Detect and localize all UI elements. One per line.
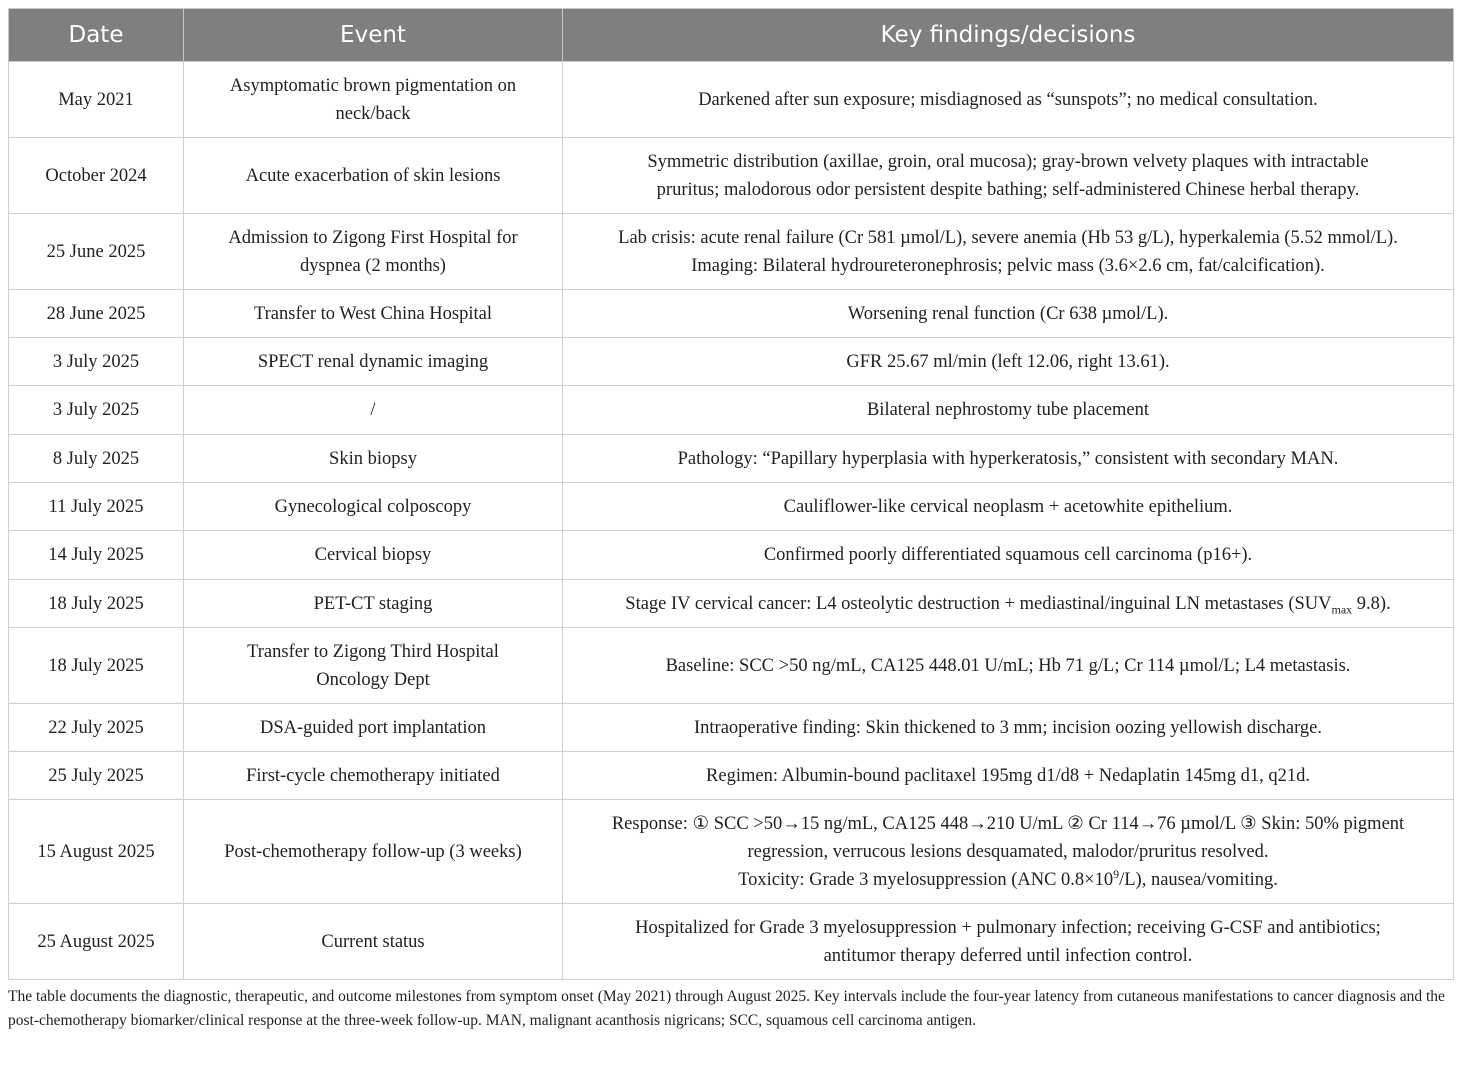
findings-cell [563, 483, 1454, 531]
findings-text: Bilateral nephrostomy tube placement [866, 400, 1150, 420]
table-row [9, 483, 1454, 531]
table-row [9, 580, 1454, 628]
findings-line [569, 942, 1447, 970]
findings-text: Pathology: “Papillary hyperplasia with hyperkeratosis,” consistent with secondary MAN. [677, 448, 1339, 469]
event-line: PET-CT staging [313, 593, 433, 614]
findings-cell [563, 580, 1454, 628]
event-cell [184, 435, 563, 483]
findings-cell [563, 904, 1454, 980]
event-line: / [370, 400, 376, 420]
findings-cell [563, 138, 1454, 214]
findings-line [569, 652, 1447, 680]
findings-line [569, 176, 1447, 204]
event-line: Oncology Dept [316, 669, 430, 690]
date-cell: May 2021 [9, 62, 184, 138]
table-row [9, 62, 1454, 138]
findings-text: Cauliflower-like cervical neoplasm + acetowhite epithelium. [783, 496, 1233, 517]
findings-text: Worsening renal function (Cr 638 µmol/L). [847, 303, 1169, 324]
date-cell: 18 July 2025 [9, 580, 184, 628]
table-row [9, 904, 1454, 980]
table-row [9, 800, 1454, 904]
event-cell [184, 704, 563, 752]
event-cell [184, 531, 563, 580]
table-row [9, 338, 1454, 386]
event-line: Transfer to Zigong Third Hospital [247, 641, 499, 662]
event-line: SPECT renal dynamic imaging [257, 351, 489, 372]
event-cell [184, 290, 563, 338]
event-line: Current status [321, 931, 425, 952]
findings-line [569, 590, 1447, 618]
findings-line [569, 252, 1447, 280]
table-row [9, 138, 1454, 214]
findings-cell [563, 752, 1454, 800]
findings-line [569, 148, 1447, 176]
findings-text: pruritus; malodorous odor persistent despite bathing; self-administered Chinese herbal therapy. [656, 179, 1360, 200]
findings-line [569, 86, 1447, 114]
findings-line [569, 866, 1447, 894]
findings-line [569, 762, 1447, 790]
table-caption: The table documents the diagnostic, therapeutic, and outcome milestones from symptom onset (May 2021) through August 2025. Key intervals include the four-year latency from cutaneous manifestations to cancer diagnosis and the post-chemotherapy biomarker/clinical response at the three-week follow-up. MAN, malignant acanthosis nigricans; SCC, squamous cell carcinoma antigen. [8, 988, 1445, 1029]
findings-line [569, 348, 1447, 376]
date-cell: 3 July 2025 [9, 338, 184, 386]
event-line: Post-chemotherapy follow-up (3 weeks) [224, 841, 522, 862]
findings-text: Response: ① SCC >50→15 ng/mL, CA125 448→210 U/mL ② Cr 114→76 µmol/L ③ Skin: 50% pigment [611, 813, 1405, 834]
table-row [9, 386, 1454, 435]
event-cell [184, 214, 563, 290]
findings-line [569, 914, 1447, 942]
date-cell: 25 August 2025 [9, 904, 184, 980]
findings-text: GFR 25.67 ml/min (left 12.06, right 13.61). [846, 351, 1170, 372]
event-cell [184, 904, 563, 980]
findings-line [569, 541, 1447, 569]
date-cell: 28 June 2025 [9, 290, 184, 338]
findings-text: /L), nausea/vomiting. [1119, 869, 1278, 890]
event-cell [184, 483, 563, 531]
event-line: Skin biopsy [329, 448, 417, 469]
date-cell: October 2024 [9, 138, 184, 214]
table-row [9, 531, 1454, 580]
event-cell [184, 386, 563, 435]
findings-text: Darkened after sun exposure; misdiagnosed as “sunspots”; no medical consultation. [698, 89, 1318, 110]
findings-text: Hospitalized for Grade 3 myelosuppression + pulmonary infection; receiving G-CSF and antibiotics; [635, 917, 1381, 938]
date-cell: 3 July 2025 [9, 386, 184, 435]
event-cell [184, 752, 563, 800]
date-cell: 25 July 2025 [9, 752, 184, 800]
findings-line [569, 445, 1447, 473]
table-row [9, 752, 1454, 800]
header-date: Date [9, 9, 184, 62]
findings-cell [563, 435, 1454, 483]
findings-line [569, 396, 1447, 424]
header-event: Event [184, 9, 563, 62]
date-cell: 18 July 2025 [9, 628, 184, 704]
table-row [9, 290, 1454, 338]
findings-text: Stage IV cervical cancer: L4 osteolytic destruction + mediastinal/inguinal LN metastases (SUV [625, 593, 1332, 614]
findings-cell [563, 628, 1454, 704]
table-row [9, 628, 1454, 704]
event-line: Admission to Zigong First Hospital for [228, 227, 518, 248]
event-line: First-cycle chemotherapy initiated [246, 765, 500, 786]
event-cell [184, 628, 563, 704]
table-row [9, 704, 1454, 752]
findings-cell [563, 531, 1454, 580]
event-cell [184, 338, 563, 386]
findings-line [569, 224, 1447, 252]
event-cell [184, 138, 563, 214]
table-row [9, 214, 1454, 290]
date-cell: 14 July 2025 [9, 531, 184, 580]
date-cell: 11 July 2025 [9, 483, 184, 531]
event-cell [184, 62, 563, 138]
findings-text: Lab crisis: acute renal failure (Cr 581 µmol/L), severe anemia (Hb 53 g/L), hyperkalemia (5.52 mmol/L). [618, 227, 1398, 248]
event-cell [184, 580, 563, 628]
event-line: Acute exacerbation of skin lesions [245, 165, 501, 186]
date-cell: 22 July 2025 [9, 704, 184, 752]
findings-text: Intraoperative finding: Skin thickened to 3 mm; incision oozing yellowish discharge. [693, 717, 1323, 738]
date-cell: 8 July 2025 [9, 435, 184, 483]
event-line: neck/back [335, 103, 411, 124]
timeline-table [8, 8, 1454, 980]
findings-cell [563, 62, 1454, 138]
findings-text: Regimen: Albumin-bound paclitaxel 195mg d1/d8 + Nedaplatin 145mg d1, q21d. [706, 765, 1310, 786]
header-row [9, 9, 1454, 62]
event-line: Gynecological colposcopy [274, 496, 472, 517]
event-line: dyspnea (2 months) [300, 255, 446, 276]
findings-text: antitumor therapy deferred until infection control. [823, 945, 1193, 966]
event-line: DSA-guided port implantation [259, 717, 487, 738]
findings-line [569, 300, 1447, 328]
date-cell: 15 August 2025 [9, 800, 184, 904]
findings-text: regression, verrucous lesions desquamated, malodor/pruritus resolved. [747, 841, 1269, 862]
findings-cell [563, 290, 1454, 338]
event-cell [184, 800, 563, 904]
findings-text: Symmetric distribution (axillae, groin, oral mucosa); gray-brown velvety plaques with intractable [647, 151, 1369, 172]
findings-cell [563, 214, 1454, 290]
findings-line [569, 714, 1447, 742]
findings-line [569, 810, 1447, 838]
findings-cell [563, 704, 1454, 752]
findings-text: Toxicity: Grade 3 myelosuppression (ANC 0.8×10 [738, 869, 1114, 890]
findings-text: Imaging: Bilateral hydroureteronephrosis; pelvic mass (3.6×2.6 cm, fat/calcification). [691, 255, 1325, 276]
table-row [9, 435, 1454, 483]
findings-text: Confirmed poorly differentiated squamous cell carcinoma (p16+). [763, 545, 1253, 565]
findings-text: Baseline: SCC >50 ng/mL, CA125 448.01 U/mL; Hb 71 g/L; Cr 114 µmol/L; L4 metastasis. [665, 655, 1351, 676]
findings-text: 9.8). [1352, 593, 1391, 614]
header-findings: Key findings/decisions [563, 9, 1454, 62]
findings-line [569, 493, 1447, 521]
findings-text: max [1331, 602, 1353, 617]
event-line: Cervical biopsy [314, 545, 432, 565]
findings-text: 9 [1113, 866, 1120, 881]
findings-line [569, 838, 1447, 866]
findings-cell [563, 800, 1454, 904]
date-cell: 25 June 2025 [9, 214, 184, 290]
event-line: Asymptomatic brown pigmentation on [229, 75, 517, 96]
event-line: Transfer to West China Hospital [254, 303, 492, 324]
findings-cell [563, 338, 1454, 386]
findings-cell [563, 386, 1454, 435]
